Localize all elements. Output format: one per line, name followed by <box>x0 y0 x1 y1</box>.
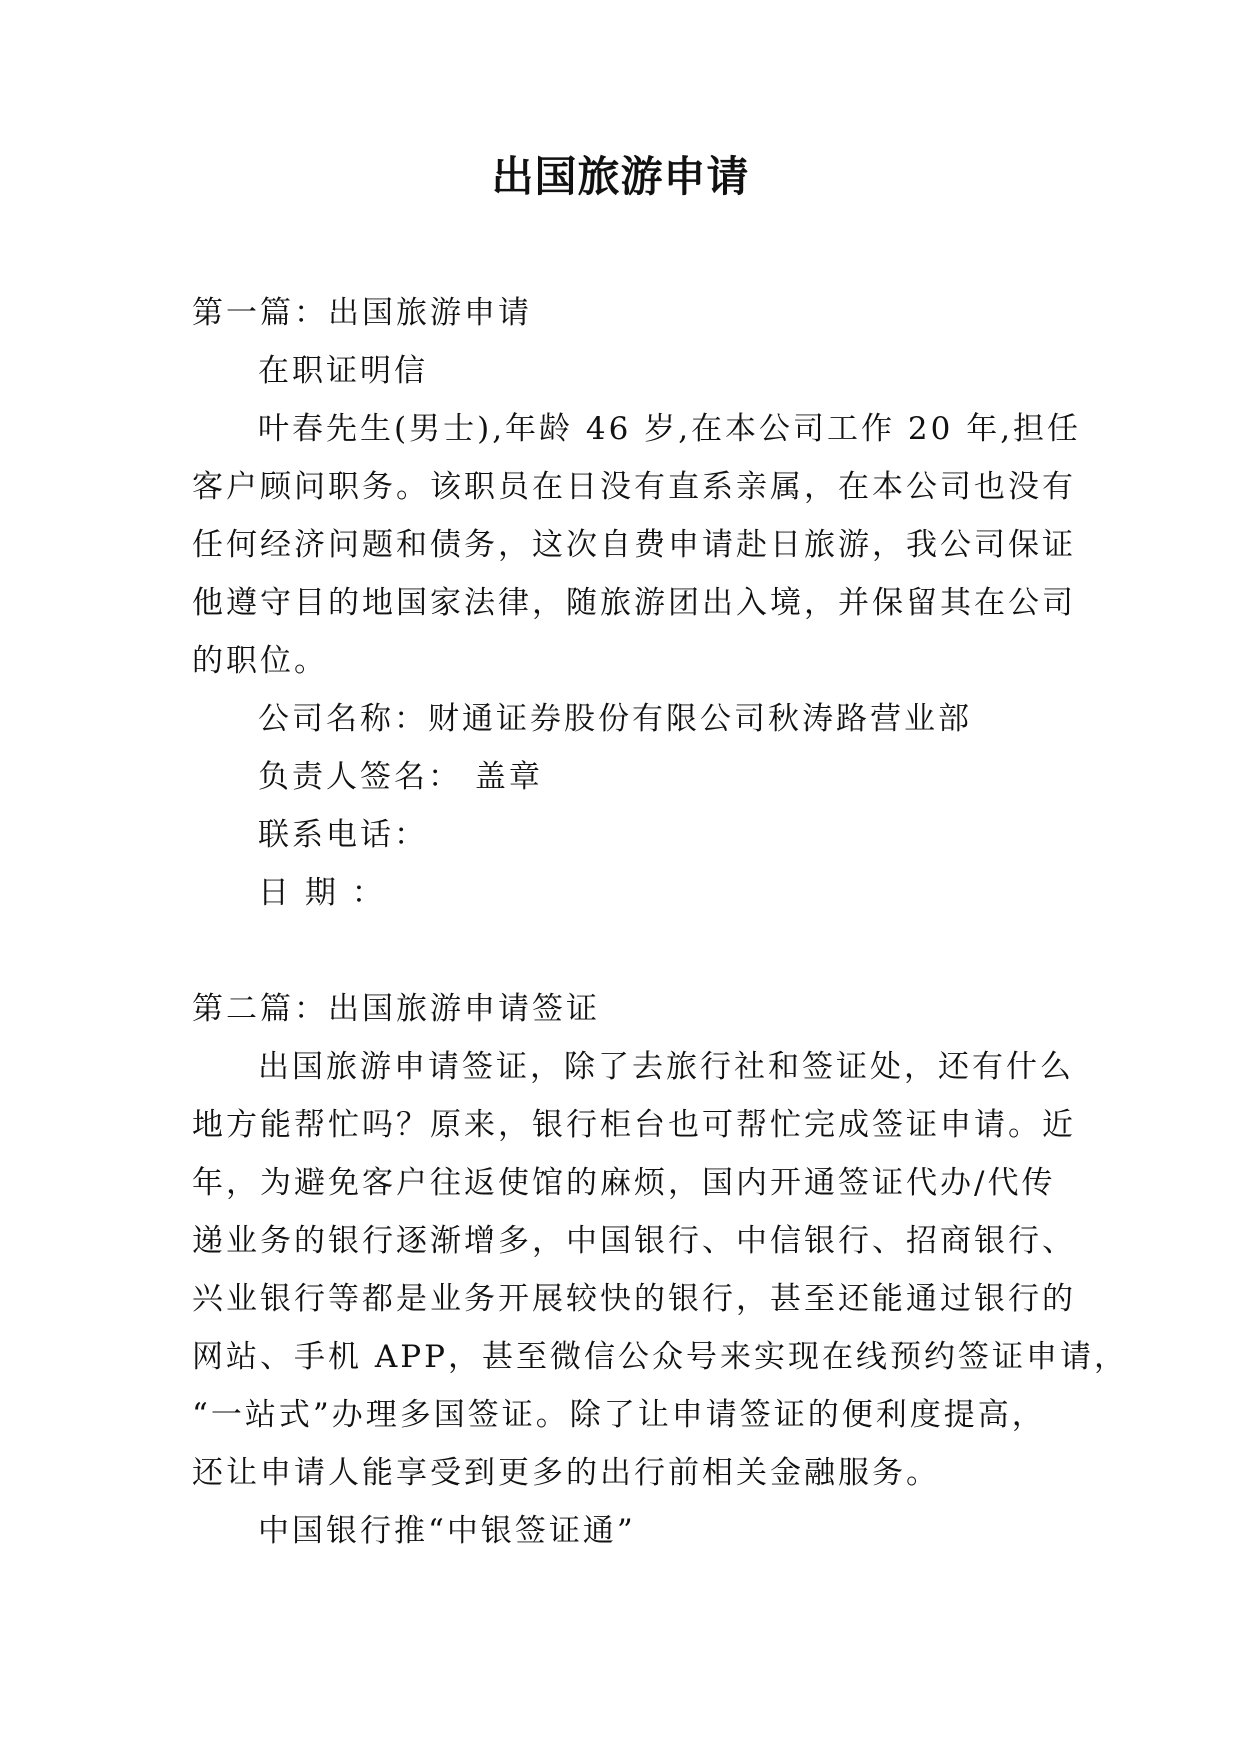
section-1-heading: 第一篇：出国旅游申请 <box>192 295 532 331</box>
section-2-subheading: 中国银行推“中银签证通” <box>258 1513 636 1549</box>
signature-line: 负责人签名： 盖章 <box>258 759 543 795</box>
section-1-body-line: 他遵守目的地国家法律，随旅游团出入境，并保留其在公司 <box>192 585 1076 621</box>
section-1-body-line: 任何经济问题和债务，这次自费申请赴日旅游，我公司保证 <box>192 527 1076 563</box>
section-1-body-line: 客户顾问职务。该职员在日没有直系亲属，在本公司也没有 <box>192 469 1076 505</box>
section-1-body-line: 的职位。 <box>192 643 328 679</box>
section-2-body-line: 地方能帮忙吗？原来，银行柜台也可帮忙完成签证申请。近 <box>192 1107 1076 1143</box>
section-2-body-line: 网站、手机 APP，甚至微信公众号来实现在线预约签证申请， <box>192 1339 1128 1375</box>
letter-title: 在职证明信 <box>258 353 428 389</box>
phone-line: 联系电话： <box>258 817 428 853</box>
section-2-body-line: 还让申请人能享受到更多的出行前相关金融服务。 <box>192 1455 940 1491</box>
section-2-body-line: 年，为避免客户往返使馆的麻烦，国内开通签证代办/代传 <box>192 1165 1056 1201</box>
section-2-body-line: “一站式”办理多国签证。除了让申请签证的便利度提高， <box>192 1397 1046 1433</box>
company-name-line: 公司名称：财通证券股份有限公司秋涛路营业部 <box>258 701 972 737</box>
document-title: 出国旅游申请 <box>491 152 750 201</box>
section-2-body-line: 递业务的银行逐渐增多，中国银行、中信银行、招商银行、 <box>192 1223 1076 1259</box>
section-1-body-line: 叶春先生(男士),年龄 46 岁,在本公司工作 20 年,担任 <box>258 411 1082 447</box>
section-2-heading: 第二篇：出国旅游申请签证 <box>192 991 600 1027</box>
date-line: 日 期 ： <box>258 875 386 911</box>
section-2-body-line: 兴业银行等都是业务开展较快的银行，甚至还能通过银行的 <box>192 1281 1076 1317</box>
section-2-body-line: 出国旅游申请签证，除了去旅行社和签证处，还有什么 <box>258 1049 1074 1085</box>
